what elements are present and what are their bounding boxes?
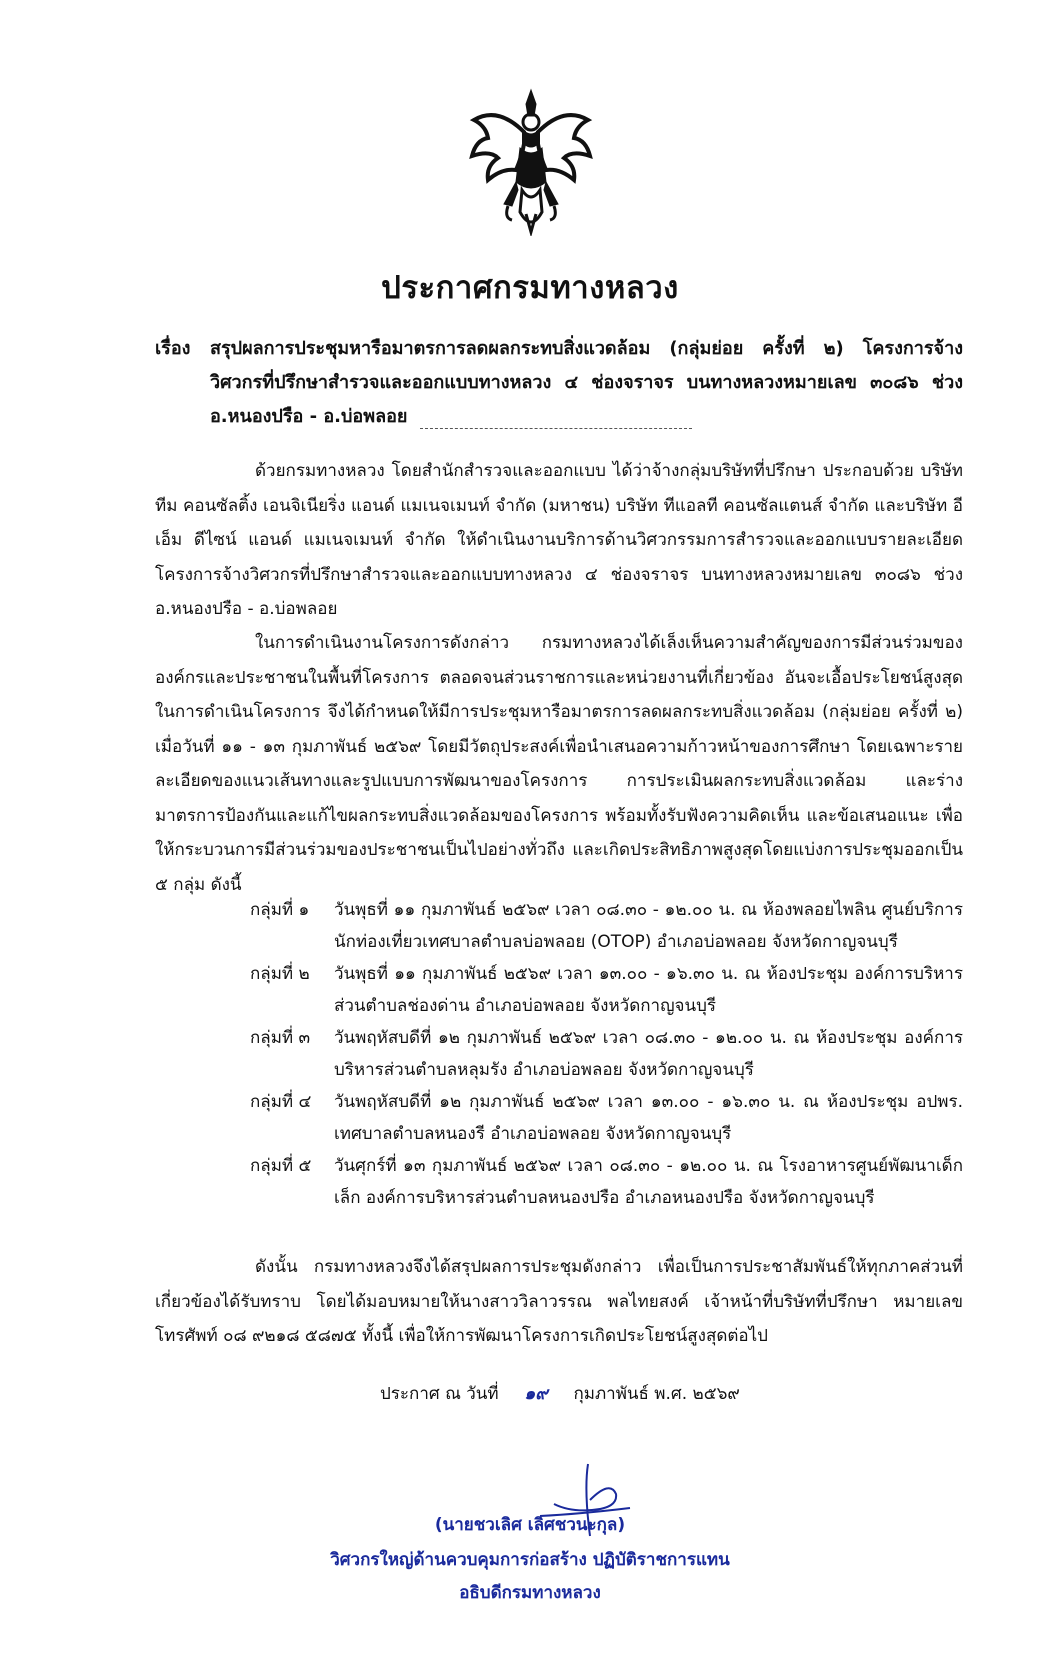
group-label: กลุ่มที่ ๓	[250, 1028, 311, 1048]
group-text: วันพฤหัสบดีที่ ๑๒ กุมภาพันธ์ ๒๕๖๙ เวลา ๐๘.๓๐ - ๑๒.๐๐ น. ณ ห้องประชุม องค์การบริหารส่วนตำบลหลุมรัง อำเภอบ่อพลอย จังหวัดกาญจนบุรี	[334, 1028, 963, 1080]
date-prefix: ประกาศ ณ วันที่	[380, 1384, 499, 1404]
date-month-year: กุมภาพันธ์ พ.ศ. ๒๕๖๙	[573, 1384, 740, 1404]
subject-label: เรื่อง	[155, 338, 191, 359]
group-text: วันพฤหัสบดีที่ ๑๒ กุมภาพันธ์ ๒๕๖๙ เวลา ๑๓.๐๐ - ๑๖.๓๐ น. ณ ห้องประชุม อปพร. เทศบาลตำบลหนองรี อำเภอบ่อพลอย จังหวัดกาญจนบุรี	[334, 1092, 963, 1144]
group-text: วันพุธที่ ๑๑ กุมภาพันธ์ ๒๕๖๙ เวลา ๑๓.๐๐ - ๑๖.๓๐ น. ณ ห้องประชุม องค์การบริหารส่วนตำบลช่องด่าน อำเภอบ่อพลอย จังหวัดกาญจนบุรี	[334, 964, 963, 1016]
date-day: ๑๙	[524, 1384, 548, 1404]
list-item	[250, 1086, 963, 1150]
body-paragraph-2: ในการดำเนินงานโครงการดังกล่าว กรมทางหลวงได้เล็งเห็นความสำคัญของการมีส่วนร่วมขององค์กรและประชาชนในพื้นที่โครงการ ตลอดจนส่วนราชการและหน่วยงานที่เกี่ยวข้อง อันจะเอื้อประโยชน์สูงสุดในการดำเนินโครงการ จึงได้กำหนดให้มีการประชุมหารือมาตรการลดผลกระทบสิ่งแวดล้อม (กลุ่มย่อย ครั้งที่ ๒) เมื่อวันที่ ๑๑ - ๑๓ กุมภาพันธ์ ๒๕๖๙ โดยมีวัตถุประสงค์เพื่อนำเสนอความก้าวหน้าของการศึกษา โดยเฉพาะรายละเอียดของแนวเส้นทางและรูปแบบการพัฒนาของโครงการ การประเมินผลกระทบสิ่งแวดล้อม และร่างมาตรการป้องกันและแก้ไขผลกระทบสิ่งแวดล้อมของโครงการ พร้อมทั้งรับฟังความคิดเห็น และข้อเสนอแนะ เพื่อให้กระบวนการมีส่วนร่วมของประชาชนเป็นไปอย่างทั่วถึง และเกิดประสิทธิภาพสูงสุดโดยแบ่งการประชุมออกเป็น ๕ กลุ่ม ดังนี้	[155, 633, 963, 895]
subject-block	[155, 332, 963, 434]
list-item	[250, 1022, 963, 1086]
list-item	[250, 958, 963, 1022]
list-item	[250, 894, 963, 958]
separator-line	[420, 428, 692, 429]
body-paragraph-3: ดังนั้น กรมทางหลวงจึงได้สรุปผลการประชุมดังกล่าว เพื่อเป็นการประชาสัมพันธ์ให้ทุกภาคส่วนที่เกี่ยวข้องได้รับทราบ โดยได้มอบหมายให้นางสาววิลาวรรณ พลไทยสงค์ เจ้าหน้าที่บริษัทที่ปรึกษา หมายเลขโทรศัพท์ ๐๘ ๙๒๑๘ ๕๘๗๕ ทั้งนี้ เพื่อให้การพัฒนาโครงการเกิดประโยชน์สูงสุดต่อไป	[155, 1257, 963, 1346]
meeting-groups-list	[250, 894, 963, 1214]
group-label: กลุ่มที่ ๑	[250, 900, 310, 920]
group-text: วันศุกร์ที่ ๑๓ กุมภาพันธ์ ๒๕๖๙ เวลา ๐๘.๓๐ - ๑๒.๐๐ น. ณ โรงอาหารศูนย์พัฒนาเด็กเล็ก องค์การบริหารส่วนตำบลหนองปรือ อำเภอหนองปรือ จังหวัดกาญจนบุรี	[334, 1156, 963, 1208]
page-title: ประกาศกรมทางหลวง	[381, 270, 679, 306]
group-label: กลุ่มที่ ๒	[250, 964, 310, 984]
body-paragraph-1: ด้วยกรมทางหลวง โดยสำนักสำรวจและออกแบบ ได้ว่าจ้างกลุ่มบริษัทที่ปรึกษา ประกอบด้วย บริษัท ทีม คอนซัลติ้ง เอนจิเนียริ่ง แอนด์ แมเนจเมนท์ จำกัด (มหาชน) บริษัท ทีแอลที คอนซัลแตนส์ จำกัด และบริษัท อีเอ็ม ดีไซน์ แอนด์ แมเนจเมนท์ จำกัด ให้ดำเนินงานบริการด้านวิศวกรรมการสำรวจและออกแบบรายละเอียด โครงการจ้างวิศวกรที่ปรึกษาสำรวจและออกแบบทางหลวง ๔ ช่องจราจร บนทางหลวงหมายเลข ๓๐๘๖ ช่วง อ.หนองปรือ - อ.บ่อพลอย	[155, 461, 963, 619]
announcement-date	[380, 1380, 740, 1407]
subject-text: สรุปผลการประชุมหารือมาตรการลดผลกระทบสิ่งแวดล้อม (กลุ่มย่อย ครั้งที่ ๒) โครงการจ้างวิศวกรที่ปรึกษาสำรวจและออกแบบทางหลวง ๔ ช่องจราจร บนทางหลวงหมายเลข ๓๐๘๖ ช่วง อ.หนองปรือ - อ.บ่อพลอย	[210, 338, 963, 427]
garuda-emblem-icon	[468, 86, 594, 236]
group-label: กลุ่มที่ ๔	[250, 1092, 312, 1112]
group-text: วันพุธที่ ๑๑ กุมภาพันธ์ ๒๕๖๙ เวลา ๐๘.๓๐ - ๑๒.๐๐ น. ณ ห้องพลอยไพลิน ศูนย์บริการนักท่องเที่ยวเทศบาลตำบลบ่อพลอย (OTOP) อำเภอบ่อพลอย จังหวัดกาญจนบุรี	[334, 900, 963, 952]
list-item	[250, 1150, 963, 1214]
signer-position: วิศวกรใหญ่ด้านควบคุมการก่อสร้าง ปฏิบัติราชการแทน	[330, 1550, 730, 1570]
group-label: กลุ่มที่ ๕	[250, 1156, 312, 1176]
signer-organization: อธิบดีกรมทางหลวง	[459, 1583, 601, 1603]
signer-name: (นายชวเลิศ เลิศชวนะกุล)	[434, 1515, 626, 1535]
